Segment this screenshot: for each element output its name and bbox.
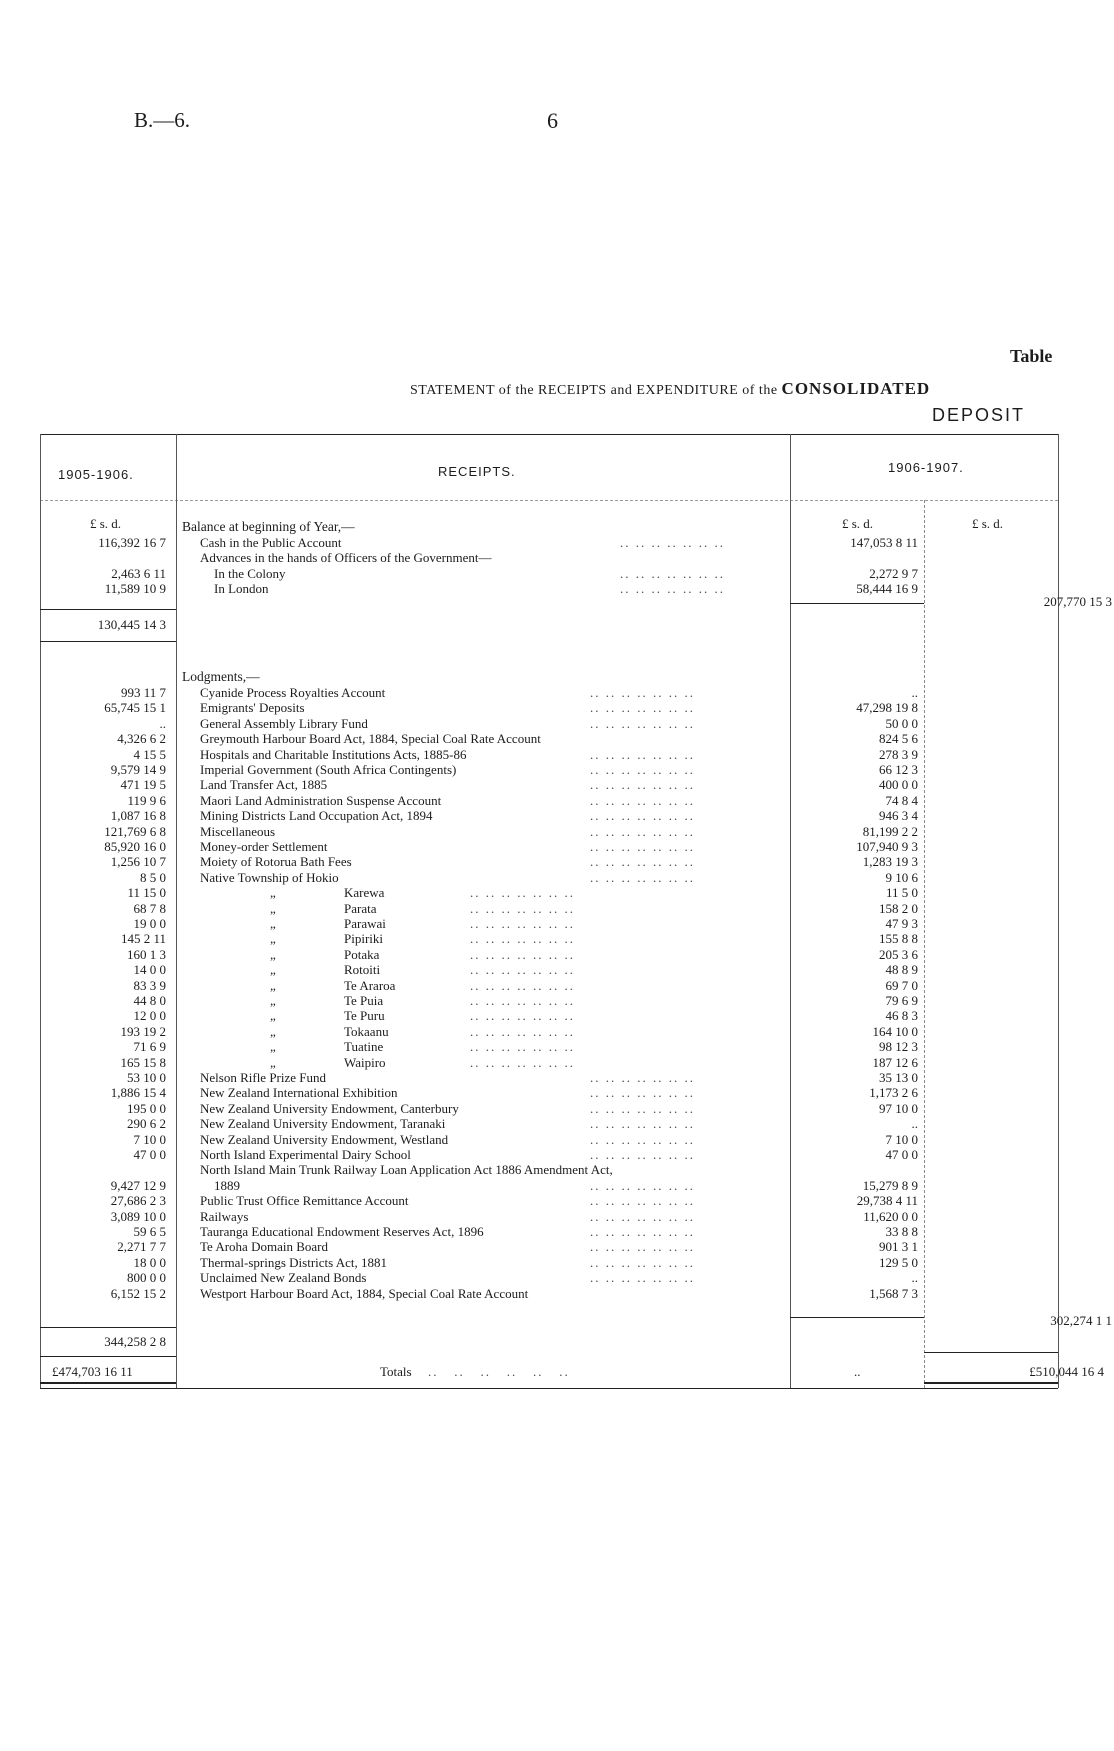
- row-label: Karewa: [344, 885, 385, 901]
- prev-year-amount: 83 3 9: [133, 977, 166, 993]
- dot-leader: .. .. .. .. .. .. ..: [470, 900, 575, 916]
- dot-leader: .. .. .. .. .. .. ..: [620, 581, 725, 597]
- curr-year-amount: 187 12 6: [872, 1054, 918, 1070]
- curr-year-amount: 29,738 4 11: [856, 1193, 918, 1209]
- prev-year-amount: 119 9 6: [127, 792, 166, 808]
- curr-year-amount: 1,568 7 3: [869, 1285, 918, 1301]
- row-label: Te Araroa: [344, 977, 396, 993]
- header-rule: [40, 500, 1058, 501]
- table-top-rule: [40, 434, 1058, 435]
- curr-year-amount: 205 3 6: [879, 946, 918, 962]
- dot-leader: .. .. .. .. .. .. ..: [590, 1177, 695, 1193]
- curr-year-amount: 46 8 3: [885, 1008, 918, 1024]
- totals-prev-double: [40, 1382, 176, 1384]
- col-receipts: RECEIPTS.: [438, 464, 516, 479]
- table-row: [0, 1039, 1114, 1054]
- dot-leader: .. .. .. .. .. .. ..: [590, 1224, 695, 1239]
- ditto-mark: „: [270, 931, 276, 947]
- dot-leader: .. .. .. .. .. .. ..: [590, 823, 695, 839]
- curr-year-amount: 15,279 8 9: [862, 1177, 918, 1193]
- table-row: [0, 535, 1114, 550]
- table-label: Table: [1010, 346, 1053, 366]
- curr-year-amount: 48 8 9: [885, 962, 918, 978]
- table-row: [0, 870, 1114, 885]
- prev-year-amount: 9,579 14 9: [110, 762, 166, 777]
- table-row: [0, 731, 1114, 746]
- row-label: Hospitals and Charitable Institutions Acts, 1885-86: [200, 746, 467, 762]
- prev-year-amount: 145 2 11: [120, 931, 166, 947]
- prev-year-amount: 71 6 9: [133, 1039, 166, 1055]
- totals-total-double: [924, 1382, 1058, 1384]
- prev-year-amount: 7 10 0: [133, 1131, 166, 1147]
- table-row: [0, 1270, 1114, 1285]
- dot-leader: .. .. .. .. .. .. ..: [590, 792, 695, 808]
- dot-leader: .. .. .. .. .. .. ..: [590, 1270, 695, 1286]
- lodgments-curr-rule: [790, 1317, 924, 1318]
- dot-leader: .. .. .. .. .. .. ..: [590, 1070, 695, 1085]
- dot-leader: .. .. .. .. .. .. ..: [590, 700, 695, 716]
- table-row: [0, 747, 1114, 762]
- table-row: [0, 1147, 1114, 1162]
- table-row: [0, 566, 1114, 581]
- account-subtitle: DEPOSIT: [932, 405, 1026, 425]
- prev-year-amount: 993 11 7: [120, 685, 166, 700]
- table-row: [0, 931, 1114, 946]
- curr-year-amount: 824 5 6: [879, 731, 918, 747]
- table-row: [0, 550, 1114, 565]
- ditto-mark: „: [270, 946, 276, 962]
- curr-year-amount: 50 0 0: [885, 715, 918, 731]
- table-row: [0, 685, 1114, 700]
- dot-leader: .. .. .. .. .. .. ..: [590, 808, 695, 824]
- row-label: Parata: [344, 900, 377, 916]
- page-number: 6: [547, 108, 558, 133]
- dot-leader: .. .. .. .. .. .. ..: [470, 885, 575, 901]
- totals-total: £510,044 16 4: [1029, 1364, 1104, 1379]
- table-row: [0, 1193, 1114, 1208]
- document-reference: B.—6.: [134, 108, 191, 132]
- prev-year-amount: 19 0 0: [133, 916, 166, 931]
- prev-year-amount: 4 15 5: [133, 746, 166, 762]
- ditto-mark: „: [270, 962, 276, 978]
- curr-year-amount: ..: [911, 1116, 918, 1132]
- balance-curr-total: 207,770 15 3: [1043, 594, 1112, 609]
- ditto-mark: „: [270, 900, 276, 916]
- curr-year-amount: 79 6 9: [885, 993, 918, 1008]
- statement-title: [410, 379, 930, 399]
- row-label: New Zealand International Exhibition: [200, 1085, 398, 1101]
- table-row: [0, 1055, 1114, 1070]
- row-label: Mining Districts Land Occupation Act, 1894: [200, 808, 433, 824]
- dot-leader: .. .. .. .. .. .. ..: [470, 1008, 575, 1024]
- row-label: Tauranga Educational Endowment Reserves Act, 1896: [200, 1224, 484, 1239]
- prev-year-amount: 12 0 0: [133, 1008, 166, 1024]
- prev-year-amount: 27,686 2 3: [110, 1193, 166, 1209]
- ditto-mark: „: [270, 993, 276, 1008]
- prev-year-amount: 165 15 8: [120, 1054, 166, 1070]
- curr-year-amount: 69 7 0: [885, 977, 918, 993]
- row-label: Public Trust Office Remittance Account: [200, 1193, 409, 1209]
- row-label: Unclaimed New Zealand Bonds: [200, 1270, 367, 1286]
- dot-leader: .. .. .. .. .. .. ..: [590, 1208, 695, 1224]
- prev-year-amount: 160 1 3: [127, 946, 166, 962]
- table-row: [0, 1178, 1114, 1193]
- curr-year-amount: 11 5 0: [885, 885, 918, 901]
- dot-leader: .. .. .. .. .. .. ..: [590, 777, 695, 793]
- prev-year-amount: 8 5 0: [140, 869, 166, 885]
- table-bottom-rule: [40, 1388, 1058, 1389]
- table-row: [0, 808, 1114, 823]
- curr-year-amount: 97 10 0: [879, 1100, 918, 1116]
- curr-year-amount: 9 10 6: [885, 869, 918, 885]
- dot-leader: .. .. .. .. .. .. ..: [590, 869, 695, 885]
- row-label: New Zealand University Endowment, Westland: [200, 1131, 449, 1147]
- curr-year-amount: 2,272 9 7: [869, 565, 918, 581]
- prev-year-amount: 44 8 0: [133, 993, 166, 1008]
- row-label: Cyanide Process Royalties Account: [200, 685, 386, 700]
- totals-prev-rule: [40, 1356, 176, 1357]
- row-label-sub: [270, 978, 395, 993]
- table-row: [0, 1255, 1114, 1270]
- row-label: Imperial Government (South Africa Contingents): [200, 762, 457, 777]
- curr-year-amount: 1,173 2 6: [869, 1085, 918, 1101]
- units-prev: £ s. d.: [90, 516, 122, 531]
- prev-year-amount: 471 19 5: [120, 777, 166, 793]
- row-label: New Zealand University Endowment, Taranaki: [200, 1116, 446, 1132]
- dot-leader: .. .. .. .. .. .. ..: [590, 1239, 695, 1255]
- row-label: New Zealand University Endowment, Canterbury: [200, 1100, 459, 1116]
- curr-year-amount: 7 10 0: [885, 1131, 918, 1147]
- row-label: Rotoiti: [344, 962, 381, 978]
- prev-year-amount: 6,152 15 2: [110, 1285, 166, 1301]
- row-label: Native Township of Hokio: [200, 869, 339, 885]
- balance-prev-rule: [40, 609, 176, 610]
- dot-leader: .. .. .. .. .. .. ..: [590, 839, 695, 854]
- row-label: Te Aroha Domain Board: [200, 1239, 328, 1255]
- totals-prev: £474,703 16 11: [52, 1364, 133, 1379]
- table-row: [0, 962, 1114, 977]
- row-label: Parawai: [344, 916, 386, 931]
- prev-year-amount: 195 0 0: [127, 1100, 166, 1116]
- curr-year-amount: 47 9 3: [885, 916, 918, 931]
- row-label: Westport Harbour Board Act, 1884, Special Coal Rate Account: [200, 1285, 529, 1301]
- row-label: Greymouth Harbour Board Act, 1884, Special Coal Rate Account: [200, 731, 541, 747]
- dot-leader: .. .. .. .. .. .. ..: [620, 535, 725, 550]
- dot-leader: .. .. .. .. .. .. ..: [470, 977, 575, 993]
- table-row: [0, 716, 1114, 731]
- account-name: CONSOLIDATED: [781, 379, 931, 398]
- ditto-mark: „: [270, 1008, 276, 1024]
- row-label: Pipiriki: [344, 931, 384, 947]
- row-label-sub: [270, 1008, 385, 1023]
- totals-curr: ..: [854, 1364, 861, 1379]
- table-row: [0, 793, 1114, 808]
- table-row: [0, 1162, 1114, 1177]
- units-total: £ s. d.: [972, 516, 1004, 531]
- dot-leader: .. .. .. .. .. .. ..: [590, 715, 695, 731]
- curr-year-amount: 58,444 16 9: [856, 581, 918, 597]
- prev-year-amount: 9,427 12 9: [110, 1177, 166, 1193]
- curr-year-amount: 107,940 9 3: [856, 839, 918, 854]
- prev-year-amount: 4,326 6 2: [117, 731, 166, 747]
- balance-curr-rule: [790, 603, 924, 604]
- table-row: [0, 1286, 1114, 1301]
- row-label: Railways: [200, 1208, 249, 1224]
- table-row: [0, 1239, 1114, 1254]
- prev-year-amount: 14 0 0: [133, 962, 166, 978]
- table-row: [0, 901, 1114, 916]
- row-label: Tokaanu: [344, 1023, 389, 1039]
- prev-year-amount: 800 0 0: [127, 1270, 166, 1286]
- prev-year-amount: 18 0 0: [133, 1254, 166, 1270]
- row-label: Waipiro: [344, 1054, 386, 1070]
- lodgments-curr-total: 302,274 1 1: [1050, 1313, 1112, 1328]
- dot-leader: .. .. .. .. .. .. ..: [590, 762, 695, 777]
- table-row: [0, 1024, 1114, 1039]
- dot-leader: .. .. .. .. .. .. ..: [590, 685, 695, 700]
- dot-leader: .. .. .. .. .. .. ..: [470, 962, 575, 978]
- curr-year-amount: 164 10 0: [872, 1023, 918, 1039]
- statement-text: STATEMENT of the RECEIPTS and EXPENDITURE of the: [410, 383, 778, 398]
- table-row: [0, 1008, 1114, 1023]
- curr-year-amount: 47,298 19 8: [856, 700, 918, 716]
- table-row: [0, 1132, 1114, 1147]
- balance-prev-total: 130,445 14 3: [97, 617, 166, 632]
- lodgments-prev-total: 344,258 2 8: [104, 1334, 166, 1349]
- row-label-sub: [270, 901, 376, 916]
- row-label-sub: [270, 1055, 386, 1070]
- dot-leader: .. .. .. .. .. .. ..: [590, 1085, 695, 1101]
- prev-year-amount: 3,089 10 0: [110, 1208, 166, 1224]
- curr-year-amount: 278 3 9: [879, 746, 918, 762]
- prev-year-amount: 290 6 2: [127, 1116, 166, 1132]
- prev-year-amount: 85,920 16 0: [104, 839, 166, 854]
- row-label: Cash in the Public Account: [200, 535, 342, 550]
- dot-leader: .. .. .. .. .. .. ..: [590, 746, 695, 762]
- ditto-mark: „: [270, 1054, 276, 1070]
- table-row: [0, 700, 1114, 715]
- row-label: Te Puru: [344, 1008, 385, 1024]
- row-label: Miscellaneous: [200, 823, 276, 839]
- prev-year-amount: 2,463 6 11: [111, 565, 166, 581]
- dot-leader: .. .. .. .. .. .. ..: [590, 1193, 695, 1209]
- totals-leader: .. .. .. .. .. ..: [428, 1364, 570, 1379]
- curr-year-amount: 47 0 0: [885, 1147, 918, 1162]
- dot-leader: .. .. .. .. .. .. ..: [470, 993, 575, 1008]
- row-label: North Island Main Trunk Railway Loan Application Act 1886 Amendment Act,: [200, 1162, 613, 1178]
- row-label-sub: [270, 993, 383, 1008]
- table-row: [0, 581, 1114, 596]
- table-row: [0, 978, 1114, 993]
- dot-leader: .. .. .. .. .. .. ..: [470, 1054, 575, 1070]
- row-label: Nelson Rifle Prize Fund: [200, 1070, 327, 1085]
- curr-year-amount: 901 3 1: [879, 1239, 918, 1255]
- ditto-mark: „: [270, 1023, 276, 1039]
- row-label: Thermal-springs Districts Act, 1881: [200, 1254, 388, 1270]
- row-label: In London: [214, 581, 269, 597]
- row-label: Advances in the hands of Officers of the Government—: [200, 550, 492, 566]
- dot-leader: .. .. .. .. .. .. ..: [590, 1254, 695, 1270]
- balance-prev-underline: [40, 641, 176, 642]
- row-label: North Island Experimental Dairy School: [200, 1147, 411, 1162]
- row-label: Te Puia: [344, 993, 384, 1008]
- prev-year-amount: 2,271 7 7: [117, 1239, 166, 1255]
- row-label-sub: [270, 916, 386, 931]
- curr-year-amount: 81,199 2 2: [862, 823, 918, 839]
- curr-year-amount: 129 5 0: [879, 1254, 918, 1270]
- table-row: [0, 839, 1114, 854]
- table-row: [0, 762, 1114, 777]
- prev-year-amount: 11,589 10 9: [104, 581, 166, 597]
- table-row: [0, 777, 1114, 792]
- ditto-mark: „: [270, 885, 276, 901]
- dot-leader: .. .. .. .. .. .. ..: [470, 931, 575, 947]
- row-label: Land Transfer Act, 1885: [200, 777, 328, 793]
- row-label-sub: [270, 1024, 389, 1039]
- curr-year-amount: 1,283 19 3: [862, 854, 918, 870]
- lodgments-heading: Lodgments,—: [182, 669, 260, 684]
- prev-year-amount: 59 6 5: [133, 1224, 166, 1239]
- row-label: Tuatine: [344, 1039, 384, 1055]
- table-row: [0, 947, 1114, 962]
- prev-year-amount: 116,392 16 7: [98, 535, 166, 550]
- row-label: Money-order Settlement: [200, 839, 328, 854]
- units-curr: £ s. d.: [842, 516, 874, 531]
- curr-year-amount: 158 2 0: [879, 900, 918, 916]
- prev-year-amount: 1,886 15 4: [110, 1085, 166, 1101]
- row-label: Maori Land Administration Suspense Account: [200, 792, 442, 808]
- row-label-sub: [270, 1039, 383, 1054]
- row-label: 1889: [214, 1177, 240, 1193]
- col-curr-year: 1906-1907.: [888, 460, 964, 475]
- row-label-sub: [270, 885, 384, 900]
- dot-leader: .. .. .. .. .. .. ..: [590, 1116, 695, 1132]
- prev-year-amount: ..: [159, 715, 166, 731]
- totals-label: Totals: [380, 1364, 412, 1379]
- curr-year-amount: 66 12 3: [879, 762, 918, 777]
- dot-leader: .. .. .. .. .. .. ..: [590, 1147, 695, 1162]
- dot-leader: .. .. .. .. .. .. ..: [470, 1023, 575, 1039]
- ditto-mark: „: [270, 916, 276, 931]
- dot-leader: .. .. .. .. .. .. ..: [590, 1131, 695, 1147]
- dot-leader: .. .. .. .. .. .. ..: [470, 946, 575, 962]
- curr-year-amount: 33 8 8: [885, 1224, 918, 1239]
- curr-year-amount: 11,620 0 0: [863, 1208, 918, 1224]
- ditto-mark: „: [270, 977, 276, 993]
- curr-year-amount: 400 0 0: [879, 777, 918, 793]
- row-label-sub: [270, 947, 379, 962]
- curr-year-amount: ..: [911, 1270, 918, 1286]
- prev-year-amount: 193 19 2: [120, 1023, 166, 1039]
- ditto-mark: „: [270, 1039, 276, 1055]
- curr-year-amount: 155 8 8: [879, 931, 918, 947]
- col-prev-year: 1905-1906.: [58, 467, 134, 482]
- curr-year-amount: 74 8 4: [885, 792, 918, 808]
- curr-year-amount: ..: [911, 685, 918, 700]
- table-row: [0, 854, 1114, 869]
- table-row: [0, 1101, 1114, 1116]
- table-row: [0, 1070, 1114, 1085]
- table-row: [0, 1085, 1114, 1100]
- prev-year-amount: 121,769 6 8: [104, 823, 166, 839]
- curr-year-amount: 946 3 4: [879, 808, 918, 824]
- balance-heading: Balance at beginning of Year,—: [182, 519, 355, 534]
- lodgments-prev-rule: [40, 1327, 176, 1328]
- dot-leader: .. .. .. .. .. .. ..: [470, 916, 575, 931]
- dot-leader: .. .. .. .. .. .. ..: [620, 565, 725, 581]
- table-row: [0, 885, 1114, 900]
- prev-year-amount: 1,256 10 7: [110, 854, 166, 870]
- table-row: [0, 916, 1114, 931]
- curr-year-amount: 147,053 8 11: [850, 535, 918, 550]
- table-row: [0, 1224, 1114, 1239]
- prev-year-amount: 1,087 16 8: [110, 808, 166, 824]
- row-label: Emigrants' Deposits: [200, 700, 305, 716]
- prev-year-amount: 47 0 0: [133, 1147, 166, 1162]
- row-label-sub: [270, 931, 383, 946]
- row-label: Moiety of Rotorua Bath Fees: [200, 854, 352, 870]
- prev-year-amount: 65,745 15 1: [104, 700, 166, 716]
- row-label-sub: [270, 962, 380, 977]
- table-row: [0, 824, 1114, 839]
- row-label: General Assembly Library Fund: [200, 715, 368, 731]
- prev-year-amount: 11 15 0: [127, 885, 166, 901]
- row-label: Potaka: [344, 946, 380, 962]
- curr-year-amount: 98 12 3: [879, 1039, 918, 1055]
- prev-year-amount: 53 10 0: [127, 1070, 166, 1085]
- row-label: In the Colony: [214, 565, 286, 581]
- table-row: [0, 1209, 1114, 1224]
- curr-year-amount: 35 13 0: [879, 1070, 918, 1085]
- prev-year-amount: 68 7 8: [133, 900, 166, 916]
- totals-curr-rule: [924, 1352, 1058, 1353]
- dot-leader: .. .. .. .. .. .. ..: [590, 1100, 695, 1116]
- dot-leader: .. .. .. .. .. .. ..: [470, 1039, 575, 1055]
- table-row: [0, 1116, 1114, 1131]
- table-row: [0, 993, 1114, 1008]
- dot-leader: .. .. .. .. .. .. ..: [590, 854, 695, 870]
